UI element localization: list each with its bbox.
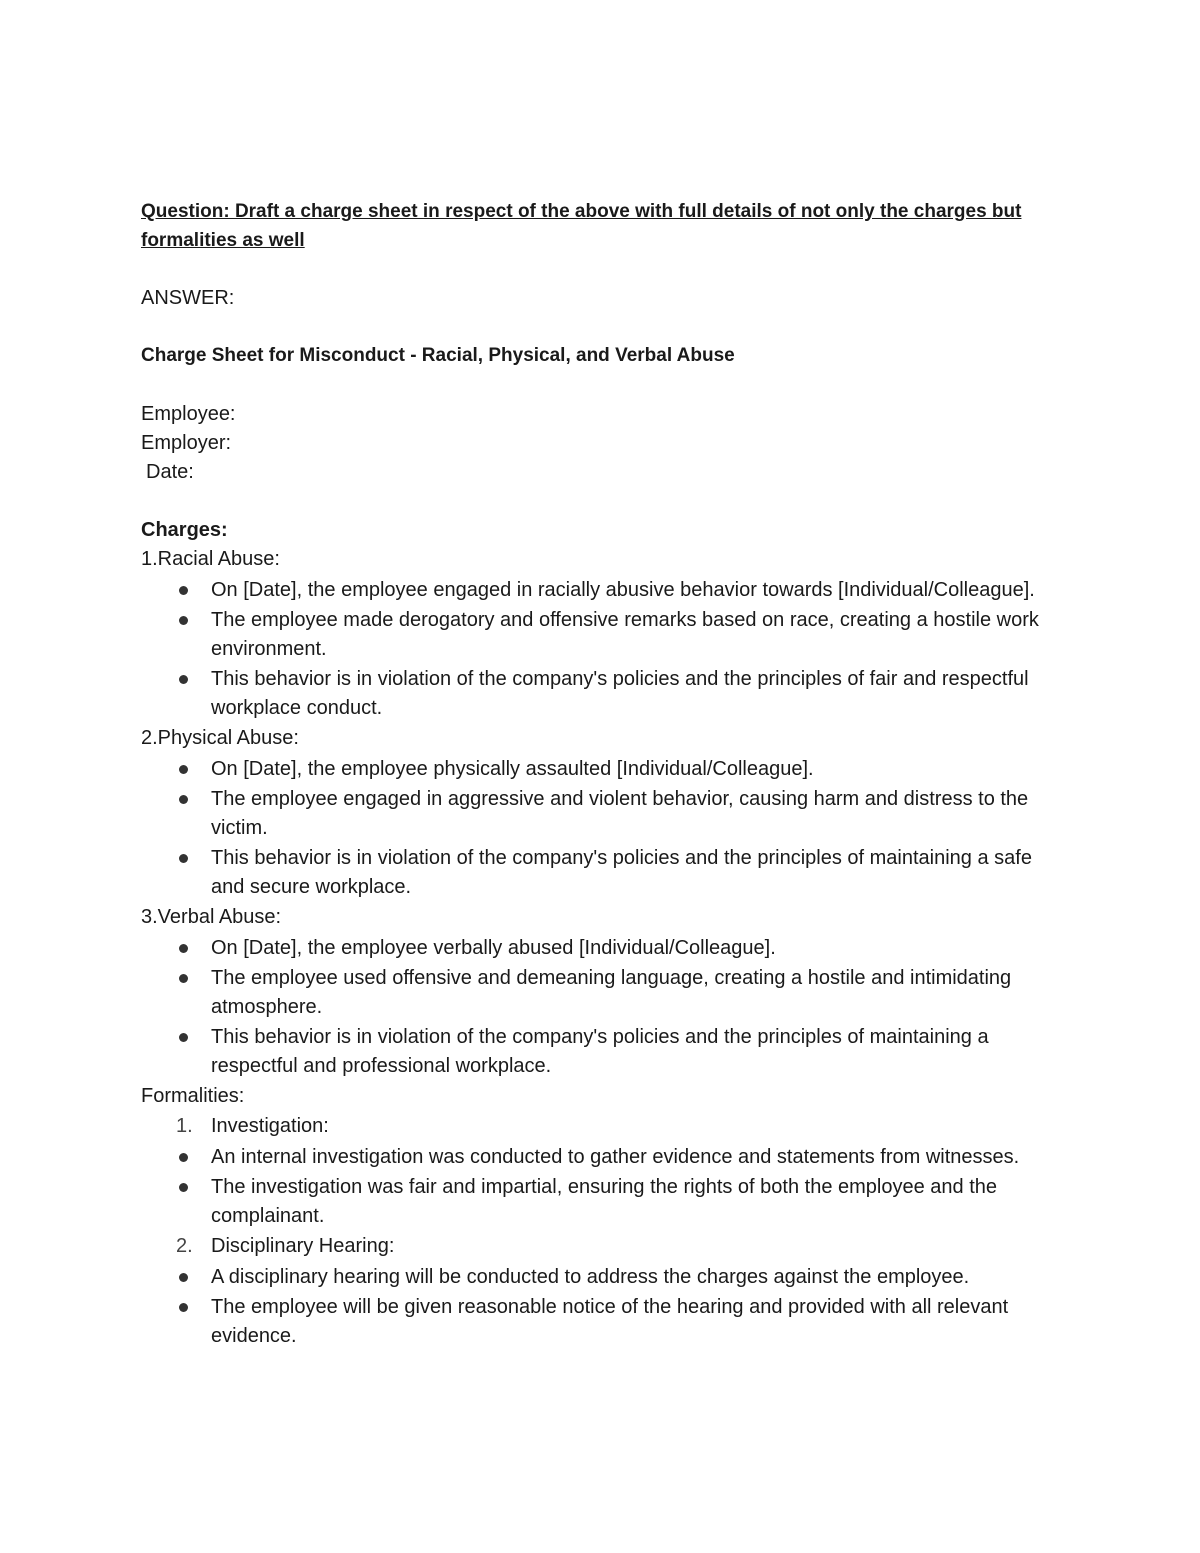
formality-investigation (141, 1112, 1066, 1141)
list-item: The employee will be given reasonable notice of the hearing and provided with all relevant evidence. (141, 1293, 1066, 1351)
bullet-icon (179, 944, 188, 953)
employee-field-label: Employee: (141, 403, 236, 425)
charge-list-racial-abuse (141, 576, 1066, 723)
list-item: The employee engaged in aggressive and violent behavior, causing harm and distress to the victim. (141, 785, 1066, 843)
formality-list-investigation (141, 1143, 1066, 1231)
list-item: On [Date], the employee verbally abused [Individual/Colleague]. (141, 934, 1066, 963)
charge-list-physical-abuse (141, 755, 1066, 902)
employer-field-label: Employer: (141, 432, 232, 454)
bullet-icon (179, 795, 188, 804)
charge-heading-physical-abuse: 2.Physical Abuse: (141, 727, 299, 749)
charge-heading-verbal-abuse: 3.Verbal Abuse: (141, 906, 282, 928)
date-field-label: Date: (146, 461, 194, 483)
bullet-icon (179, 974, 188, 983)
list-item: The investigation was fair and impartial, ensuring the rights of both the employee and the complainant. (141, 1173, 1066, 1231)
list-item: A disciplinary hearing will be conducted to address the charges against the employee. (141, 1263, 1066, 1292)
list-item: The employee used offensive and demeaning language, creating a hostile and intimidating atmosphere. (141, 964, 1066, 1022)
bullet-icon (179, 1153, 188, 1162)
formalities-heading: Formalities: (141, 1085, 245, 1107)
charge-heading-racial-abuse: 1.Racial Abuse: (141, 548, 280, 570)
list-item: This behavior is in violation of the company's policies and the principles of maintaining a safe and secure workplace. (141, 844, 1066, 902)
list-item: This behavior is in violation of the company's policies and the principles of fair and respectful workplace conduct. (141, 665, 1066, 723)
list-item: The employee made derogatory and offensive remarks based on race, creating a hostile work environment. (141, 606, 1066, 664)
meta-block (141, 400, 1066, 487)
formality-disciplinary-hearing (141, 1232, 1066, 1261)
bullet-icon (179, 1183, 188, 1192)
formality-list-disciplinary-hearing (141, 1263, 1066, 1351)
question-heading: Question: Draft a charge sheet in respect of the above with full details of not only the charges but formalities as well (141, 201, 1022, 251)
list-number: 1. (176, 1115, 193, 1137)
formality-heading: Disciplinary Hearing: (211, 1235, 395, 1257)
list-item: On [Date], the employee engaged in racially abusive behavior towards [Individual/Colleague]. (141, 576, 1066, 605)
list-item: This behavior is in violation of the company's policies and the principles of maintaining a respectful and professional workplace. (141, 1023, 1066, 1081)
answer-label: ANSWER: (141, 287, 235, 309)
document-page (141, 197, 1066, 1352)
bullet-icon (179, 765, 188, 774)
bullet-icon (179, 1033, 188, 1042)
bullet-icon (179, 1273, 188, 1282)
bullet-icon (179, 616, 188, 625)
bullet-icon (179, 586, 188, 595)
list-item: An internal investigation was conducted to gather evidence and statements from witnesses. (141, 1143, 1066, 1172)
bullet-icon (179, 1303, 188, 1312)
charges-heading: Charges: (141, 519, 228, 541)
charge-sheet-title: Charge Sheet for Misconduct - Racial, Physical, and Verbal Abuse (141, 345, 735, 366)
charge-list-verbal-abuse (141, 934, 1066, 1081)
bullet-icon (179, 675, 188, 684)
list-item: On [Date], the employee physically assaulted [Individual/Colleague]. (141, 755, 1066, 784)
formality-heading: Investigation: (211, 1115, 329, 1137)
list-number: 2. (176, 1235, 193, 1257)
bullet-icon (179, 854, 188, 863)
